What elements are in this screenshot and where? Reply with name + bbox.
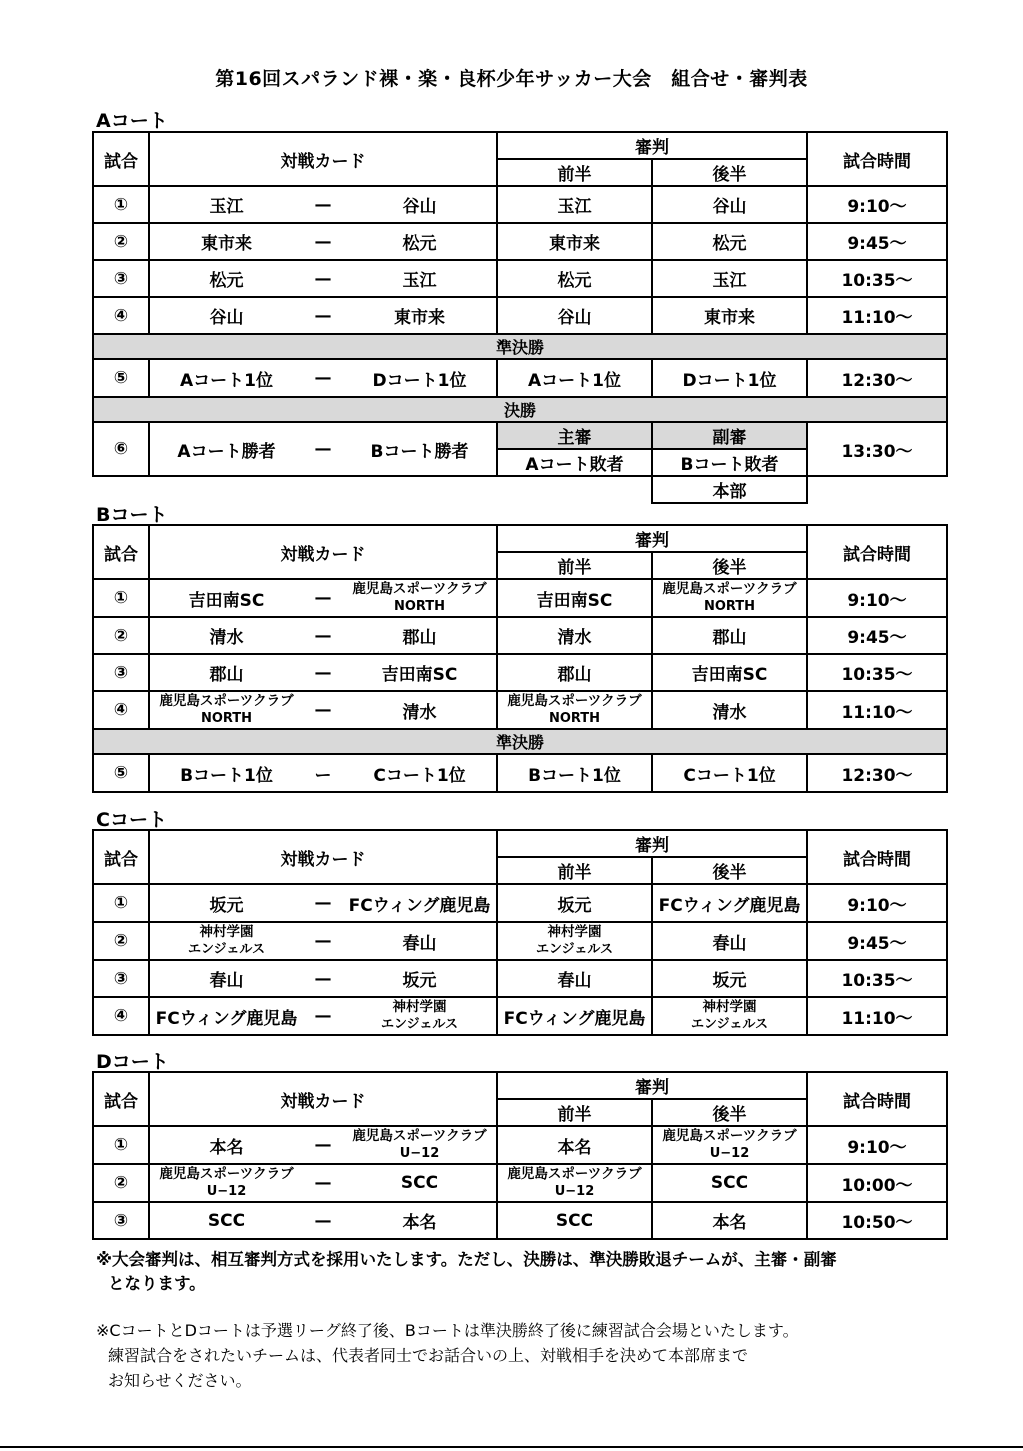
home-team: 坂元 — [209, 895, 244, 916]
table-row — [93, 476, 947, 503]
referee-first: 郡山 — [497, 654, 652, 691]
referee-second: 玉江 — [652, 260, 807, 297]
match-card — [149, 654, 497, 691]
match-card — [149, 884, 497, 922]
main-referee-label: 主審 — [497, 422, 652, 449]
match-number: ① — [93, 579, 149, 617]
match-number: ② — [93, 922, 149, 960]
court-d-label: Dコート — [96, 1051, 169, 1073]
match-card — [149, 260, 497, 297]
header-first-half: 前半 — [497, 159, 652, 186]
match-card — [149, 754, 497, 792]
header-referee: 審判 — [497, 1072, 807, 1099]
referee-first: 吉田南SC — [497, 579, 652, 617]
referee-first — [497, 691, 652, 729]
referee-second: Dコート1位 — [652, 359, 807, 397]
practice-note-line2: 練習試合をされたいチームは、代表者同士でお話合いの上、対戦相手を決めて本部席まで — [108, 1346, 749, 1365]
team-name-line1: 神村学園 — [199, 924, 254, 940]
match-time: 9:45〜 — [807, 922, 947, 960]
away-team: 清水 — [402, 702, 437, 723]
away-team: Dコート1位 — [372, 370, 467, 391]
header-second-half: 後半 — [652, 1099, 807, 1126]
table-row — [93, 223, 947, 260]
semifinal-label: 準決勝 — [93, 729, 947, 754]
match-time: 10:50〜 — [807, 1202, 947, 1239]
team-name-line2: NORTH — [393, 599, 446, 614]
home-team: Aコート勝者 — [177, 441, 276, 462]
match-time: 10:35〜 — [807, 260, 947, 297]
table-row — [93, 754, 947, 792]
court-c-table — [92, 829, 948, 1036]
referee-first: SCC — [497, 1202, 652, 1239]
match-time: 10:35〜 — [807, 960, 947, 997]
team-name-line1: 神村学園 — [547, 924, 602, 940]
match-number: ① — [93, 1126, 149, 1164]
home-team — [150, 1166, 303, 1200]
match-card — [149, 1164, 497, 1202]
match-number: ③ — [93, 654, 149, 691]
match-card — [149, 186, 497, 223]
vs-dash: — — [314, 662, 332, 683]
header-card: 対戦カード — [149, 525, 497, 579]
referee-second: 本名 — [652, 1202, 807, 1239]
header-time: 試合時間 — [807, 525, 947, 579]
away-team: 本名 — [402, 1213, 437, 1233]
match-time: 9:10〜 — [807, 186, 947, 223]
table-row — [93, 260, 947, 297]
vs-dash: — — [314, 625, 332, 646]
home-team — [150, 693, 303, 727]
match-time: 9:10〜 — [807, 1126, 947, 1164]
away-team: 玉江 — [402, 271, 437, 291]
home-team: 松元 — [209, 271, 244, 291]
match-number: ② — [93, 617, 149, 654]
team-name-line2: U−12 — [206, 1184, 247, 1199]
referee-first: Bコート1位 — [497, 754, 652, 792]
table-row — [93, 654, 947, 691]
referee-second: SCC — [652, 1164, 807, 1202]
page-title: 第16回スパランド裸・楽・良杯少年サッカー大会 組合せ・審判表 — [215, 68, 808, 90]
match-card — [149, 960, 497, 997]
match-time: 12:30〜 — [807, 359, 947, 397]
court-d-table — [92, 1071, 948, 1240]
team-name-line1: 鹿児島スポーツクラブ — [507, 693, 642, 709]
vs-dash: — — [314, 439, 332, 459]
away-team: 春山 — [402, 933, 437, 954]
home-team: FCウィング鹿児島 — [155, 1008, 298, 1029]
referee-note-line1: ※大会審判は、相互審判方式を採用いたします。ただし、決勝は、準決勝敗退チームが、主審・副審 — [96, 1250, 837, 1269]
match-card — [149, 1202, 497, 1239]
referee-second — [652, 579, 807, 617]
table-row — [93, 997, 947, 1035]
referee-second: 東市来 — [652, 297, 807, 334]
team-name-line2: エンジェルス — [380, 1017, 459, 1032]
table-row — [93, 617, 947, 654]
match-number: ① — [93, 884, 149, 922]
referee-second: 谷山 — [652, 186, 807, 223]
match-number: ① — [93, 186, 149, 223]
court-b-label: Bコート — [96, 504, 168, 526]
referee-first: 玉江 — [497, 186, 652, 223]
referee-first — [497, 1164, 652, 1202]
referee-second: 春山 — [652, 922, 807, 960]
final-label: 決勝 — [93, 397, 947, 422]
team-name-line2: U−12 — [554, 1184, 595, 1199]
away-team: FCウィング鹿児島 — [348, 895, 491, 916]
referee-second: 吉田南SC — [652, 654, 807, 691]
header-match: 試合 — [93, 1072, 149, 1126]
match-number: ③ — [93, 960, 149, 997]
table-row — [93, 359, 947, 397]
referee-first: 松元 — [497, 260, 652, 297]
vs-dash: — — [314, 1006, 332, 1026]
table-row — [93, 1202, 947, 1239]
home-team: 郡山 — [209, 665, 244, 685]
match-card — [149, 359, 497, 397]
table-row — [93, 922, 947, 960]
away-team — [343, 581, 496, 615]
home-team: 谷山 — [209, 308, 244, 328]
vs-dash: — — [314, 700, 332, 720]
table-row — [93, 1126, 947, 1164]
referee-second — [652, 997, 807, 1035]
away-team: 郡山 — [402, 628, 437, 648]
vs-dash: — — [314, 268, 332, 289]
referee-second: 郡山 — [652, 617, 807, 654]
referee-first — [497, 922, 652, 960]
match-time: 11:10〜 — [807, 997, 947, 1035]
match-card — [149, 297, 497, 334]
match-card — [149, 223, 497, 260]
away-team: Bコート勝者 — [370, 441, 469, 462]
court-a-table — [92, 131, 948, 504]
vs-dash: — — [314, 305, 332, 326]
semifinal-band — [93, 729, 947, 754]
match-number: ② — [93, 1164, 149, 1202]
vs-dash: — — [314, 893, 332, 913]
headquarters-cell: 本部 — [652, 476, 807, 503]
home-team: 東市来 — [201, 234, 252, 254]
referee-first: 坂元 — [497, 884, 652, 922]
semifinal-label: 準決勝 — [93, 334, 947, 359]
away-team: SCC — [400, 1173, 439, 1193]
home-team: 玉江 — [209, 197, 244, 217]
team-name-line2: U−12 — [399, 1146, 440, 1161]
referee-second: FCウィング鹿児島 — [652, 884, 807, 922]
court-a-label: Aコート — [96, 110, 168, 132]
header-time: 試合時間 — [807, 132, 947, 186]
referee-second: 清水 — [652, 691, 807, 729]
away-team: 谷山 — [402, 197, 437, 217]
home-team: 清水 — [209, 628, 244, 648]
referee-first: 春山 — [497, 960, 652, 997]
header-time: 試合時間 — [807, 830, 947, 884]
away-team: 東市来 — [394, 308, 445, 328]
match-time: 9:10〜 — [807, 884, 947, 922]
home-team: 吉田南SC — [188, 590, 265, 611]
header-match: 試合 — [93, 830, 149, 884]
table-row — [93, 297, 947, 334]
team-name-line1: 鹿児島スポーツクラブ — [352, 1128, 487, 1144]
match-time: 12:30〜 — [807, 754, 947, 792]
vs-dash: ー — [314, 765, 332, 786]
referee-second: Bコート敗者 — [652, 449, 807, 476]
vs-dash: — — [314, 968, 332, 989]
match-time: 13:30〜 — [807, 422, 947, 476]
header-second-half: 後半 — [652, 857, 807, 884]
team-name-line2: NORTH — [200, 711, 253, 726]
home-team: Bコート1位 — [180, 765, 273, 786]
match-number: ⑤ — [93, 359, 149, 397]
referee-first: Aコート1位 — [497, 359, 652, 397]
header-match: 試合 — [93, 132, 149, 186]
referee-note-line2: となります。 — [108, 1274, 206, 1293]
match-time: 9:45〜 — [807, 223, 947, 260]
match-time: 11:10〜 — [807, 297, 947, 334]
vs-dash: — — [314, 588, 332, 608]
away-team: 吉田南SC — [381, 665, 458, 685]
court-c-label: Cコート — [96, 809, 167, 831]
table-row — [93, 186, 947, 223]
team-name-line1: 神村学園 — [392, 999, 447, 1015]
vs-dash: — — [314, 1210, 332, 1231]
match-time: 11:10〜 — [807, 691, 947, 729]
referee-second — [652, 1126, 807, 1164]
match-card — [149, 579, 497, 617]
assistant-referee-label: 副審 — [652, 422, 807, 449]
referee-note — [96, 1248, 926, 1296]
referee-second: Cコート1位 — [652, 754, 807, 792]
semifinal-band — [93, 334, 947, 359]
team-name-line2: U−12 — [709, 1146, 750, 1161]
header-first-half: 前半 — [497, 552, 652, 579]
vs-dash: — — [314, 368, 332, 388]
match-card — [149, 997, 497, 1035]
team-name-line1: 鹿児島スポーツクラブ — [159, 693, 294, 709]
match-time: 10:35〜 — [807, 654, 947, 691]
team-name-line2: エンジェルス — [535, 942, 614, 957]
match-time: 10:00〜 — [807, 1164, 947, 1202]
home-team — [150, 924, 303, 958]
header-card: 対戦カード — [149, 830, 497, 884]
team-name-line2: NORTH — [703, 599, 756, 614]
header-card: 対戦カード — [149, 132, 497, 186]
match-time: 9:10〜 — [807, 579, 947, 617]
match-card — [149, 1126, 497, 1164]
team-name-line2: エンジェルス — [187, 942, 266, 957]
match-number: ④ — [93, 297, 149, 334]
team-name-line2: エンジェルス — [690, 1017, 769, 1032]
header-card: 対戦カード — [149, 1072, 497, 1126]
team-name-line1: 鹿児島スポーツクラブ — [507, 1166, 642, 1182]
match-number: ④ — [93, 997, 149, 1035]
match-card — [149, 422, 497, 476]
header-second-half: 後半 — [652, 552, 807, 579]
home-team: Aコート1位 — [180, 370, 273, 391]
table-row — [93, 1164, 947, 1202]
vs-dash: — — [314, 1173, 332, 1193]
home-team: 本名 — [209, 1137, 244, 1158]
referee-first: 谷山 — [497, 297, 652, 334]
match-number: ④ — [93, 691, 149, 729]
table-row — [93, 884, 947, 922]
header-referee: 審判 — [497, 830, 807, 857]
header-first-half: 前半 — [497, 1099, 652, 1126]
practice-note — [96, 1318, 926, 1393]
header-second-half: 後半 — [652, 159, 807, 186]
match-card — [149, 691, 497, 729]
team-name-line2: NORTH — [548, 711, 601, 726]
referee-first: 清水 — [497, 617, 652, 654]
referee-first: 東市来 — [497, 223, 652, 260]
referee-first: 本名 — [497, 1126, 652, 1164]
match-number: ⑤ — [93, 754, 149, 792]
court-b-table — [92, 524, 948, 793]
table-row — [93, 579, 947, 617]
table-row — [93, 422, 947, 449]
referee-first: FCウィング鹿児島 — [497, 997, 652, 1035]
match-number: ③ — [93, 1202, 149, 1239]
away-team — [343, 999, 496, 1033]
vs-dash: — — [314, 231, 332, 252]
vs-dash: — — [314, 931, 332, 951]
final-band — [93, 397, 947, 422]
match-card — [149, 617, 497, 654]
header-time: 試合時間 — [807, 1072, 947, 1126]
match-number: ⑥ — [93, 422, 149, 476]
away-team: 松元 — [402, 234, 437, 254]
team-name-line1: 神村学園 — [702, 999, 757, 1015]
home-team: SCC — [207, 1210, 246, 1231]
referee-first: Aコート敗者 — [497, 449, 652, 476]
team-name-line1: 鹿児島スポーツクラブ — [352, 581, 487, 597]
away-team: 坂元 — [402, 971, 437, 991]
header-match: 試合 — [93, 525, 149, 579]
table-row — [93, 960, 947, 997]
vs-dash: — — [314, 1135, 332, 1155]
team-name-line1: 鹿児島スポーツクラブ — [159, 1166, 294, 1182]
home-team: 春山 — [209, 971, 244, 991]
team-name-line1: 鹿児島スポーツクラブ — [662, 1128, 797, 1144]
match-card — [149, 922, 497, 960]
header-referee: 審判 — [497, 132, 807, 159]
match-number: ② — [93, 223, 149, 260]
away-team — [343, 1128, 496, 1162]
bottom-divider — [0, 1446, 1023, 1448]
match-number: ③ — [93, 260, 149, 297]
table-row — [93, 691, 947, 729]
referee-second: 坂元 — [652, 960, 807, 997]
header-first-half: 前半 — [497, 857, 652, 884]
header-referee: 審判 — [497, 525, 807, 552]
practice-note-line1: ※CコートとDコートは予選リーグ終了後、Bコートは準決勝終了後に練習試合会場といたします。 — [96, 1321, 799, 1340]
away-team: Cコート1位 — [373, 765, 466, 786]
vs-dash: — — [314, 194, 332, 215]
match-time: 9:45〜 — [807, 617, 947, 654]
team-name-line1: 鹿児島スポーツクラブ — [662, 581, 797, 597]
practice-note-line3: お知らせください。 — [108, 1371, 252, 1390]
referee-second: 松元 — [652, 223, 807, 260]
